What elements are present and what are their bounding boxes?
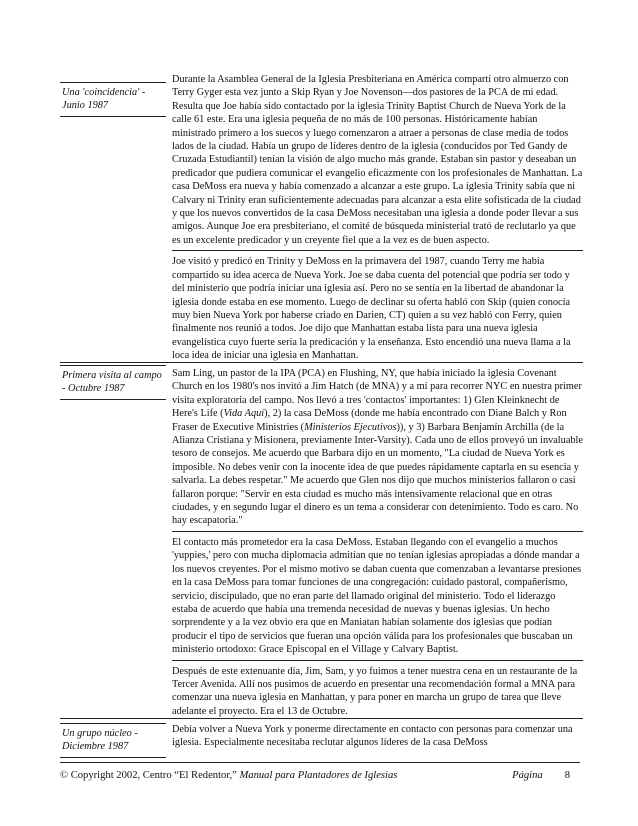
paragraph-divider <box>172 250 583 251</box>
sidebar-note: Primera visita al campo - Octubre 1987 <box>60 365 166 400</box>
paragraph: Durante la Asamblea General de la Iglesia Presbiteriana en América compartí otro almuerzo con Terry Gyger esta vez junto a Skip Ryan y Joe Novenson—dos pastores de la PCA de mi edad. Resulta que Joe había sido contactado por la iglesia Trinity Baptist Church de Nueva York de la calle 61 este. Era una iglesia pequeña de no más de 100 personas. Históricamente habían ministrado primero a los suecos y luego comenzaron a atraer a personas de clase media de todos lados de la ciudad. Había un grupo de líderes dentro de la iglesia (conducidos por Ted Gandy de Cruzada Estudiantil) tenían la visión de algo mucho más grande. Estaban sin pastor y deseaban un predicador que pudiera comunicar el evangelio eficazmente con los profesionales de Manhattan. La casa DeMoss era nueva y había comenzado a alcanzar a este grupo. La iglesia Trinity sabía que ni Calvary ni Trinity eran suficientemente adecuadas para alcanzar a esta elite sofisticada de la ciudad y que los nuevos convertidos de la casa DeMoss necesitaban una iglesia a donde poder llevar a sus amigos. Aunque Joe era presbiteriano, el comité de búsqueda ministerial trató de reclutarlo ya que es un excelente predicador y un creyente fiel que a la vez es de buen aspecto. <box>172 74 583 246</box>
sidebar-note: Una 'coincidencia' - Junio 1987 <box>60 82 166 117</box>
footer-copyright: © Copyright 2002, Centro “El Redentor,” Manual para Plantadores de Iglesias <box>60 770 398 781</box>
section-divider <box>60 362 583 363</box>
manual-title: Manual para Plantadores de Iglesias <box>239 770 398 781</box>
paragraph: El contacto más prometedor era la casa DeMoss. Estaban llegando con el evangelio a muchos 'yuppies,' pero con mucha diplomacia admitían que no tenían iglesias apropiadas a dónde mandar a los nuevos creyentes. Por el mismo motivo se daban cuenta que comenzaban a levantarse presiones en la casa DeMoss para tomar funciones de una congregación: cuidado pastoral, compañerismo, servicio, discipulado, que no eran parte del llamado original del ministerio. Todo el liderazgo estaba de acuerdo que había una tremenda necesidad de nuevas y buenas iglesias. Un hecho sorprendente y a la vez obvio era que en Maniatan habían solamente dos iglesias que podían producir el tipo de servicios que fueran una opción válida para los profesionales que buscaban un ministerio ortodoxo: Grace Episcopal en el Village y Calvary Baptist. <box>172 536 582 656</box>
page-footer <box>60 762 580 781</box>
footer-page <box>512 769 570 782</box>
page-label: Página <box>512 770 543 781</box>
paragraph: Joe visitó y predicó en Trinity y DeMoss en la primavera del 1987, cuando Terry me había compartido su idea acerca de Nueva York. Joe se daba cuenta del potencial que podría ser todo y del ministerio que podría iniciar una iglesia así. Pero no se sentía en la libertad de abandonar la iglesia donde estaba en ese momento. Luego de declinar su oferta habló con Skip (quien conocía muy bien Nueva York por haberse criado en Darien, CT) quien a su vez habló con Ferry, quien finalmente nos reunió a todos. Joe dijo que Manhattan estaba lista para una nueva iglesia evangelística cuyo fuerte sería la predicación y la enseñanza. Esto encendió una nueva llama a la loca idea de iniciar una iglesia en Manhattan. <box>172 256 571 362</box>
page-number: 8 <box>564 770 570 781</box>
section-body <box>172 73 583 363</box>
paragraph: Sam Ling, un pastor de la IPA (PCA) en Flushing, NY, que había iniciado la iglesia Covenant Church en los 1980's nos invitó a Jim Hatch (de MNA) y a mí para recorrer NYC en nuestra primer visita exploratoria del campo. Nos llevó a tres 'contactos' importantes: 1) Glen Kleinknecht de Here's Life (Vida Aquí), 2) la casa DeMoss (donde me había encontrado con Diane Balch y Ron Fraser de Executive Ministries (Ministerios Ejecutivos)), y 3) Barbara Benjamín Archilla (de la Alianza Cristiana y Misionera, previamente Inter-Varsity). Cada uno de ellos proveyó un invaluable tesoro de consejos. Me acuerdo que Barbara dijo en un momento, "La ciudad de Nueva York es imposible. No debes venir con la inocente idea de que puedes rápidamente captarla en su esencia y salvarla. La debes respetar." Me acuerdo que Glen nos dijo que muchos ministerios fallaron o casi fallaron porque: "Servir en esta ciudad es mucho más intensivamente relacional que en otras ciudades, y en segundo lugar el dinero es un tema a considerar con detenimiento. Todo es caro. No hay escapatoria." <box>172 368 583 527</box>
paragraph-divider <box>172 531 583 532</box>
sidebar-note: Un grupo núcleo - Diciembre 1987 <box>60 723 166 758</box>
paragraph: Después de este extenuante día, Jim, Sam, y yo fuimos a tener nuestra cena en un restaurante de la Tercer Avenida. Allí nos pusimos de acuerdo en presentar una recomendación formal a MNA para comenzar una nueva iglesia en Manhattan, y para poner en marcha un grupo de tarea que lleve adelante el proyecto. Era el 13 de Octubre. <box>172 665 578 717</box>
section-body <box>172 718 583 750</box>
section-body <box>172 362 583 718</box>
paragraph: Debía volver a Nueva York y ponerme directamente en contacto con personas para comenzar una iglesia. Especialmente necesitaba reclutar algunos líderes de la casa DeMoss <box>172 724 573 749</box>
paragraph-divider <box>172 660 583 661</box>
section-divider <box>60 718 583 719</box>
